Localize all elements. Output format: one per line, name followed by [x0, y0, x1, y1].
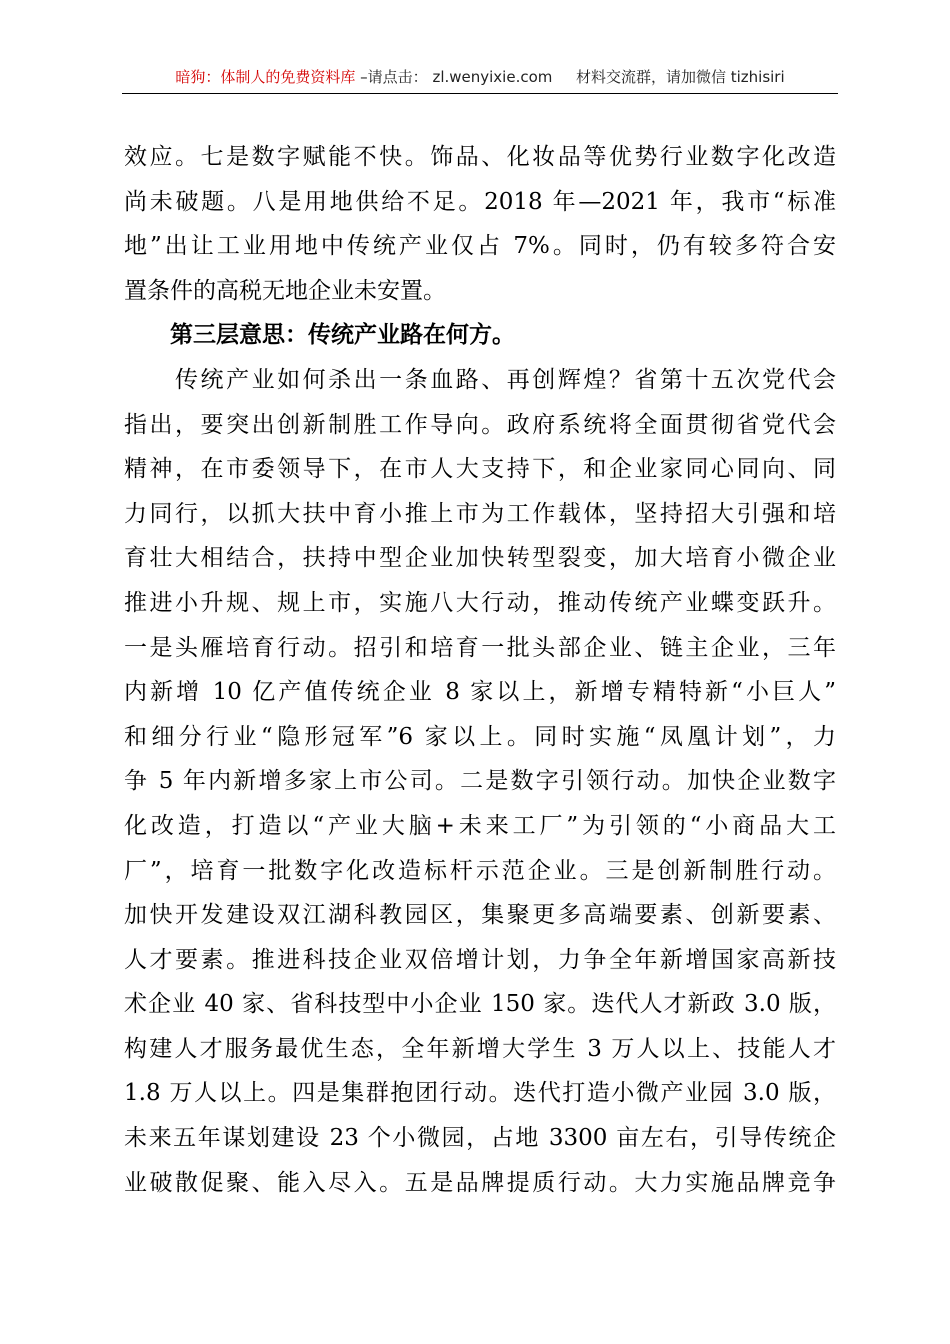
header-link[interactable]: zl.wenyixie.com [432, 68, 553, 86]
header-divider [122, 93, 838, 94]
text-line: 厂”，培育一批数字化改造标杆示范企业。三是创新制胜行动。 [124, 857, 836, 884]
text-line: 精神，在市委领导下，在市人大支持下，和企业家同心同向、同 [124, 456, 836, 483]
text-line: 地”出让工业用地中传统产业仅占 7%。同时，仍有较多符合安 [124, 233, 836, 260]
page-header [122, 66, 838, 87]
text-line: 加快开发建设双江湖科教园区，集聚更多高端要素、创新要素、 [124, 902, 836, 929]
text-line: 人才要素。推进科技企业双倍增计划，力争全年新增国家高新技 [124, 946, 836, 973]
text-line: 尚未破题。八是用地供给不足。2018 年—2021 年，我市“标准 [124, 188, 836, 215]
document-body [124, 135, 836, 1205]
text-line: 传统产业如何杀出一条血路、再创辉煌？省第十五次党代会 [124, 366, 836, 393]
text-line: 力同行，以抓大扶中育小推上市为工作载体，坚持招大引强和培 [124, 500, 836, 527]
text-line: 化改造，打造以“产业大脑+未来工厂”为引领的“小商品大工 [124, 812, 836, 839]
text-line: 术企业 40 家、省科技型中小企业 150 家。迭代人才新政 3.0 版， [124, 991, 836, 1018]
text-line: 效应。七是数字赋能不快。饰品、化妆品等优势行业数字化改造 [124, 144, 836, 170]
text-line: 一是头雁培育行动。招引和培育一批头部企业、链主企业，三年 [124, 634, 836, 661]
header-link-prefix: –请点击： [360, 68, 428, 86]
text-line: 业破散促聚、能入尽入。五是品牌提质行动。大力实施品牌竞争 [124, 1169, 836, 1196]
text-line: 和细分行业“隐形冠军”6 家以上。同时实施“凤凰计划”，力 [124, 723, 836, 750]
text-line: 构建人才服务最优生态，全年新增大学生 3 万人以上、技能人才 [124, 1035, 836, 1062]
text-line: 推进小升规、规上市，实施八大行动，推动传统产业蝶变跃升。 [124, 589, 836, 616]
text-line: 置条件的高税无地企业未安置。 [124, 277, 446, 304]
text-line: 1.8 万人以上。四是集群抱团行动。迭代打造小微产业园 3.0 版， [124, 1080, 836, 1107]
text-line: 未来五年谋划建设 23 个小微园，占地 3300 亩左右，引导传统企 [124, 1125, 836, 1152]
header-contact: 材料交流群，请加微信 tizhisiri [575, 68, 785, 86]
section-heading: 第三层意思：传统产业路在何方。 [124, 321, 515, 349]
text-line: 育壮大相结合，扶持中型企业加快转型裂变，加大培育小微企业 [124, 545, 836, 572]
header-brand: 暗狗：体制人的免费资料库 [175, 68, 356, 86]
text-line: 争 5 年内新增多家上市公司。二是数字引领行动。加快企业数字 [124, 768, 836, 795]
text-line: 指出，要突出创新制胜工作导向。政府系统将全面贯彻省党代会 [124, 411, 836, 438]
text-line: 内新增 10 亿产值传统企业 8 家以上，新增专精特新“小巨人” [124, 679, 836, 706]
